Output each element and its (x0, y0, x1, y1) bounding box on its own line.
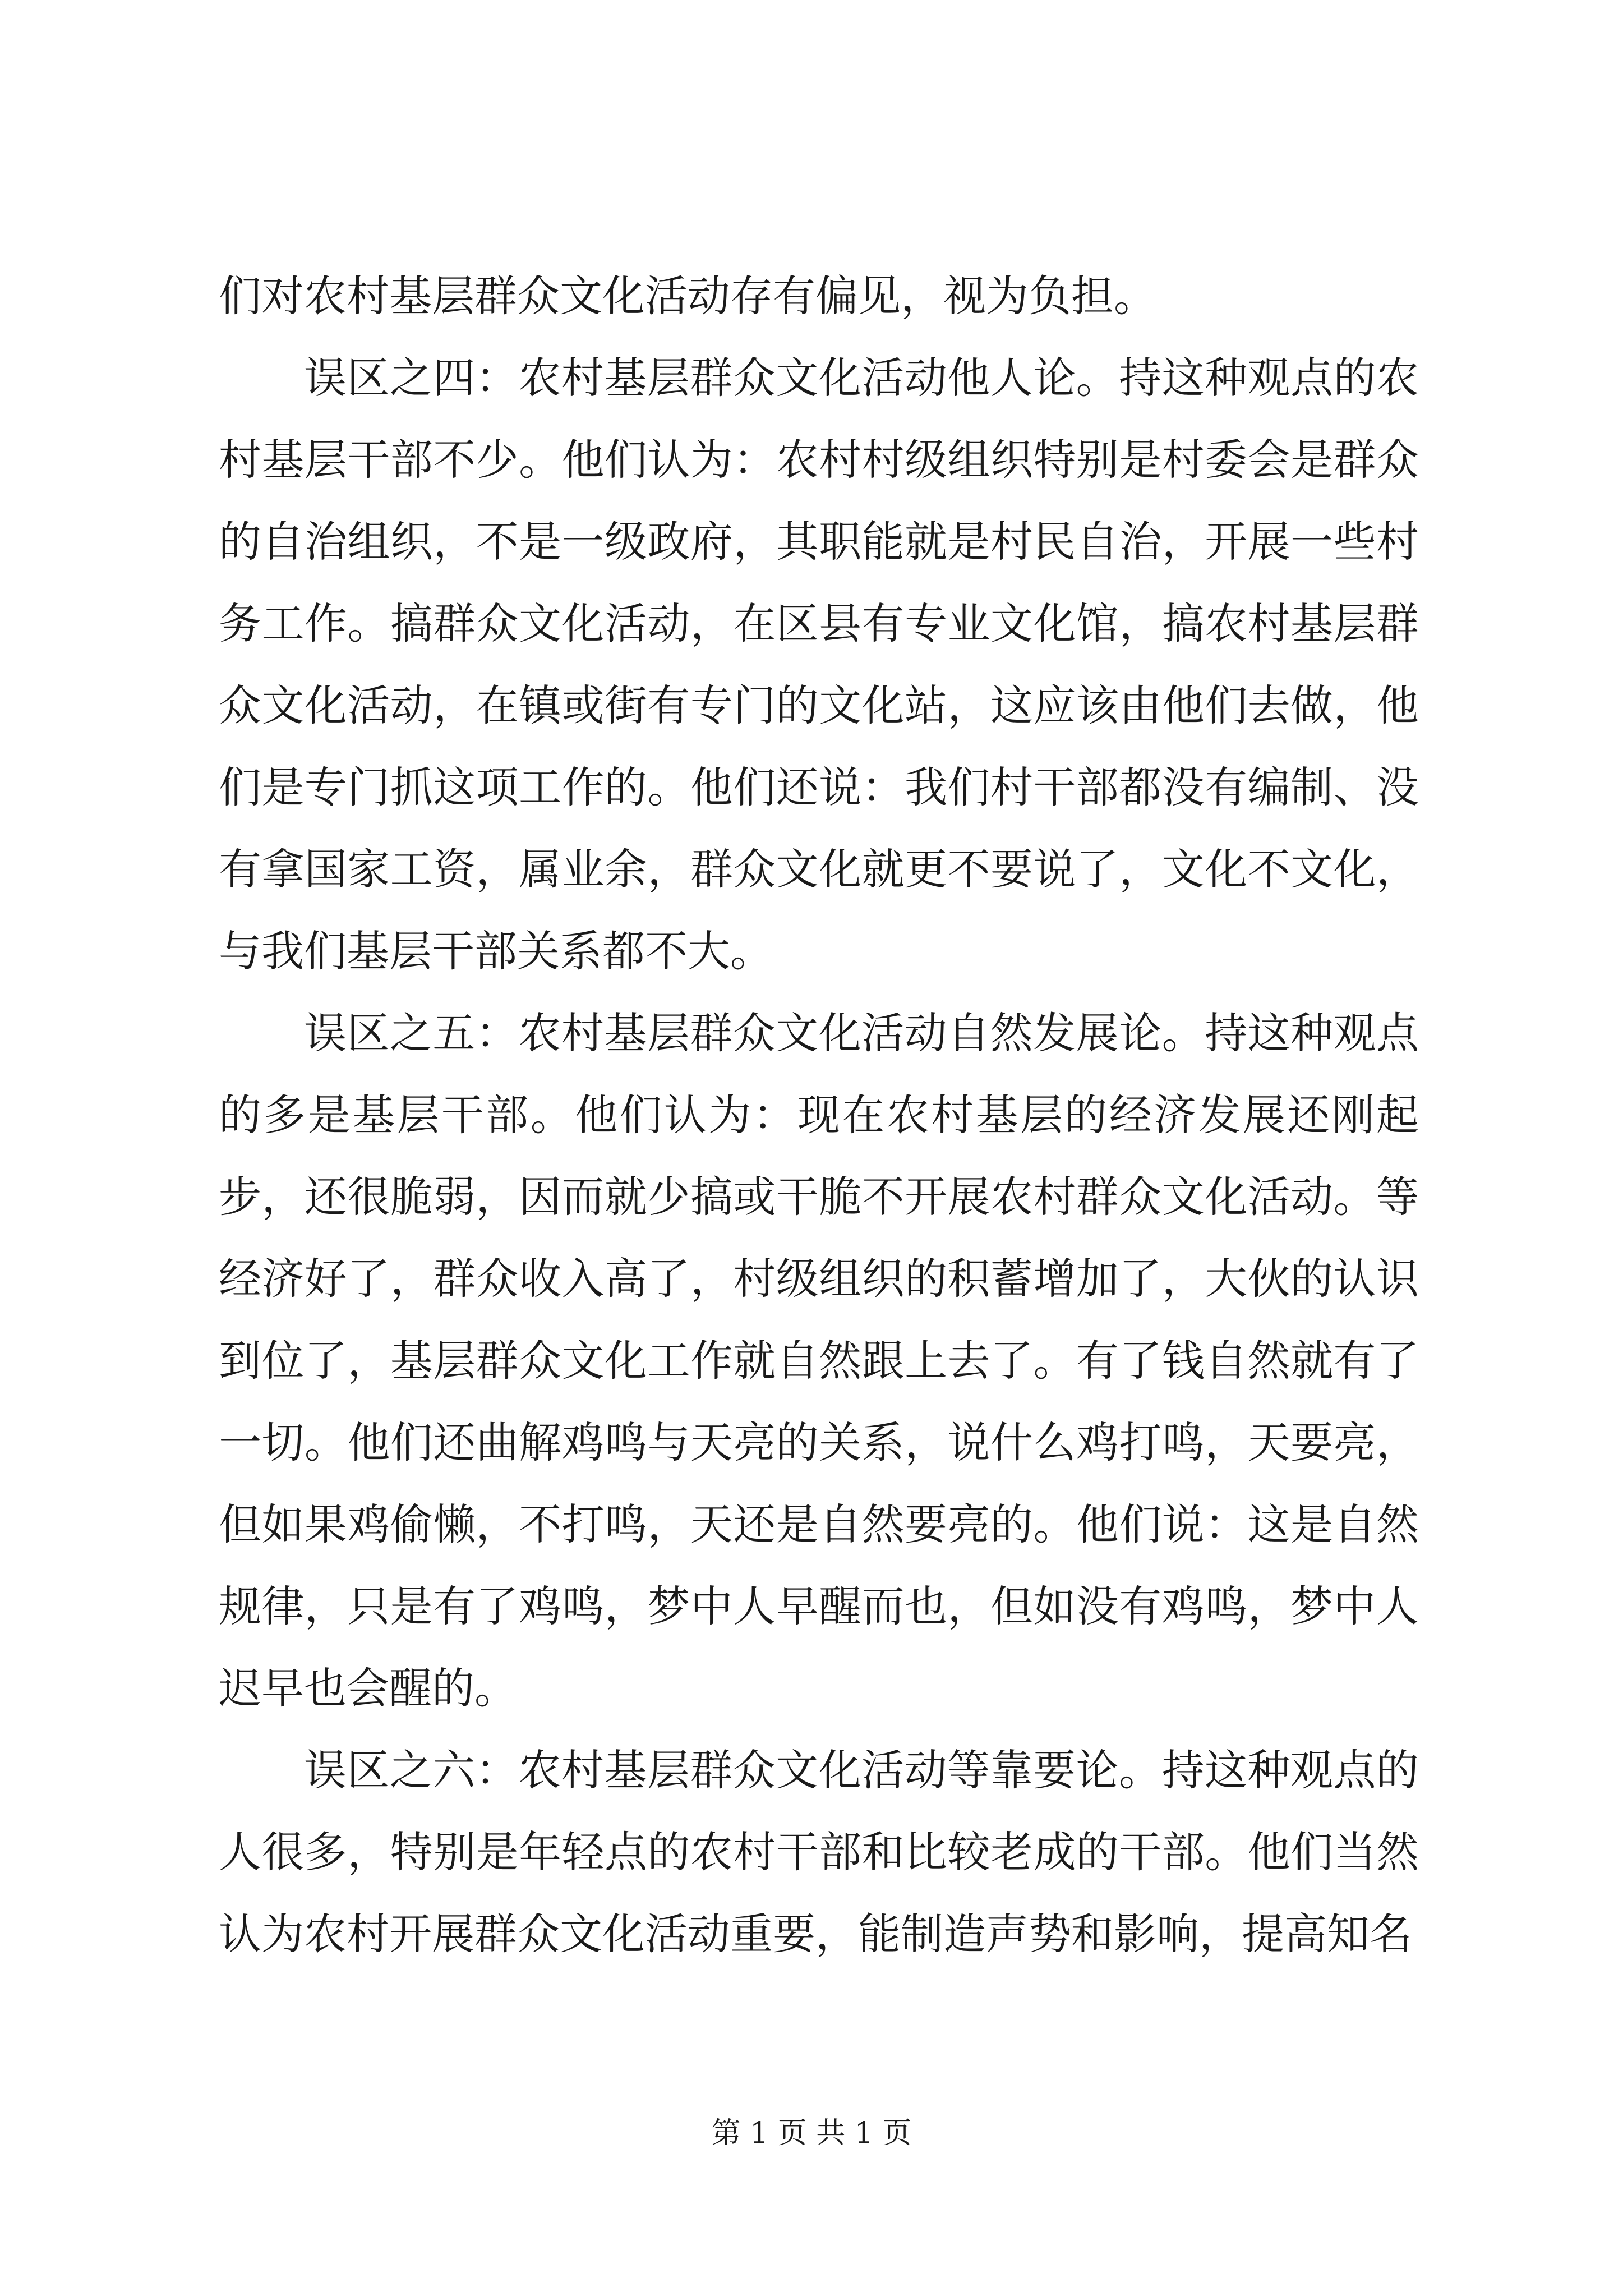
body-text (219, 255, 1419, 1975)
paragraph-misconception-four: 误区之四：农村基层群众文化活动他人论。持这种观点的农村基层干部不少。他们认为：农村村级组织特别是村委会是群众的自治组织，不是一级政府，其职能就是村民自治，开展一些村务工作。搞群众文化活动，在区县有专业文化馆，搞农村基层群众文化活动，在镇或街有专门的文化站，这应该由他们去做，他们是专门抓这项工作的。他们还说：我们村干部都没有编制、没有拿国家工资，属业余，群众文化就更不要说了，文化不文化，与我们基层干部关系都不大。 (219, 353, 1419, 976)
paragraph-misconception-five: 误区之五：农村基层群众文化活动自然发展论。持这种观点的多是基层干部。他们认为：现在农村基层的经济发展还刚起步，还很脆弱，因而就少搞或干脆不开展农村群众文化活动。等经济好了，群众收入高了，村级组织的积蓄增加了，大伙的认识到位了，基层群众文化工作就自然跟上去了。有了钱自然就有了一切。他们还曲解鸡鸣与天亮的关系，说什么鸡打鸣，天要亮，但如果鸡偷懒，不打鸣，天还是自然要亮的。他们说：这是自然规律，只是有了鸡鸣，梦中人早醒而也，但如没有鸡鸣，梦中人迟早也会醒的。 (219, 1008, 1419, 1713)
paragraph-misconception-six: 误区之六：农村基层群众文化活动等靠要论。持这种观点的人很多，特别是年轻点的农村干部和比较老成的干部。他们当然认为农村开展群众文化活动重要，能制造声势和影响，提高知名 (219, 1745, 1419, 1959)
page-footer: 第 1 页 共 1 页 (711, 2116, 912, 2150)
paragraph-continuation: 们对农村基层群众文化活动存有偏见，视为负担。 (219, 271, 1156, 321)
